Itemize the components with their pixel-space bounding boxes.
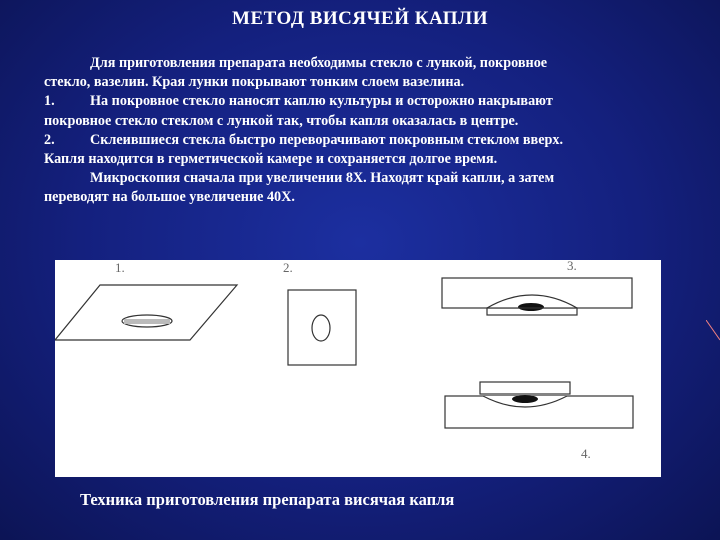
paragraph-2-line-2: переводят на большое увеличение 40Х. <box>44 189 295 206</box>
paragraph-2-line-1: Микроскопия сначала при увеличении 8Х. Находят край капли, а затем <box>90 170 555 187</box>
step-2-text: Склеившиеся стекла быстро переворачивают покровным стеклом вверх. <box>90 131 564 148</box>
step-1-line-2: покровное стекло стеклом с лункой так, чтобы капля оказалась в центре. <box>44 112 519 129</box>
figure-label-2: 2. <box>283 260 293 275</box>
paragraph-1-line-1: Для приготовления препарата необходимы стекло с лункой, покровное <box>90 55 548 71</box>
illustration-svg <box>55 260 661 477</box>
figure-label-1: 1. <box>115 260 125 275</box>
diagram-1-slide-with-well <box>55 285 237 340</box>
step-2-line-2: Капля находится в герметической камере и сохраняется долгое время. <box>44 151 498 168</box>
hanging-drop-illustration <box>55 260 661 477</box>
slide-title: МЕТОД ВИСЯЧЕЙ КАПЛИ <box>232 8 488 29</box>
diagram-2-coverslip-with-drop <box>288 290 356 365</box>
step-1-number: 1. <box>44 93 55 110</box>
figure-caption: Техника приготовления препарата висячая капля <box>80 490 455 509</box>
diagram-3-slide-over-coverslip <box>442 278 632 315</box>
figure-label-4: 4. <box>581 446 591 461</box>
diagram-4-hanging-drop <box>445 382 633 428</box>
step-1-line-1 <box>44 92 694 111</box>
instructions-text <box>44 54 694 208</box>
figure-label-3: 3. <box>567 260 577 273</box>
step-2-number: 2. <box>44 131 55 148</box>
paragraph-1-line-2: стекло, вазелин. Края лунки покрывают тонким слоем вазелина. <box>44 74 465 91</box>
decorative-edge-line <box>706 320 720 342</box>
step-2-line-1 <box>44 131 694 150</box>
step-1-text: На покровное стекло наносят каплю культуры и осторожно накрывают <box>90 93 553 110</box>
